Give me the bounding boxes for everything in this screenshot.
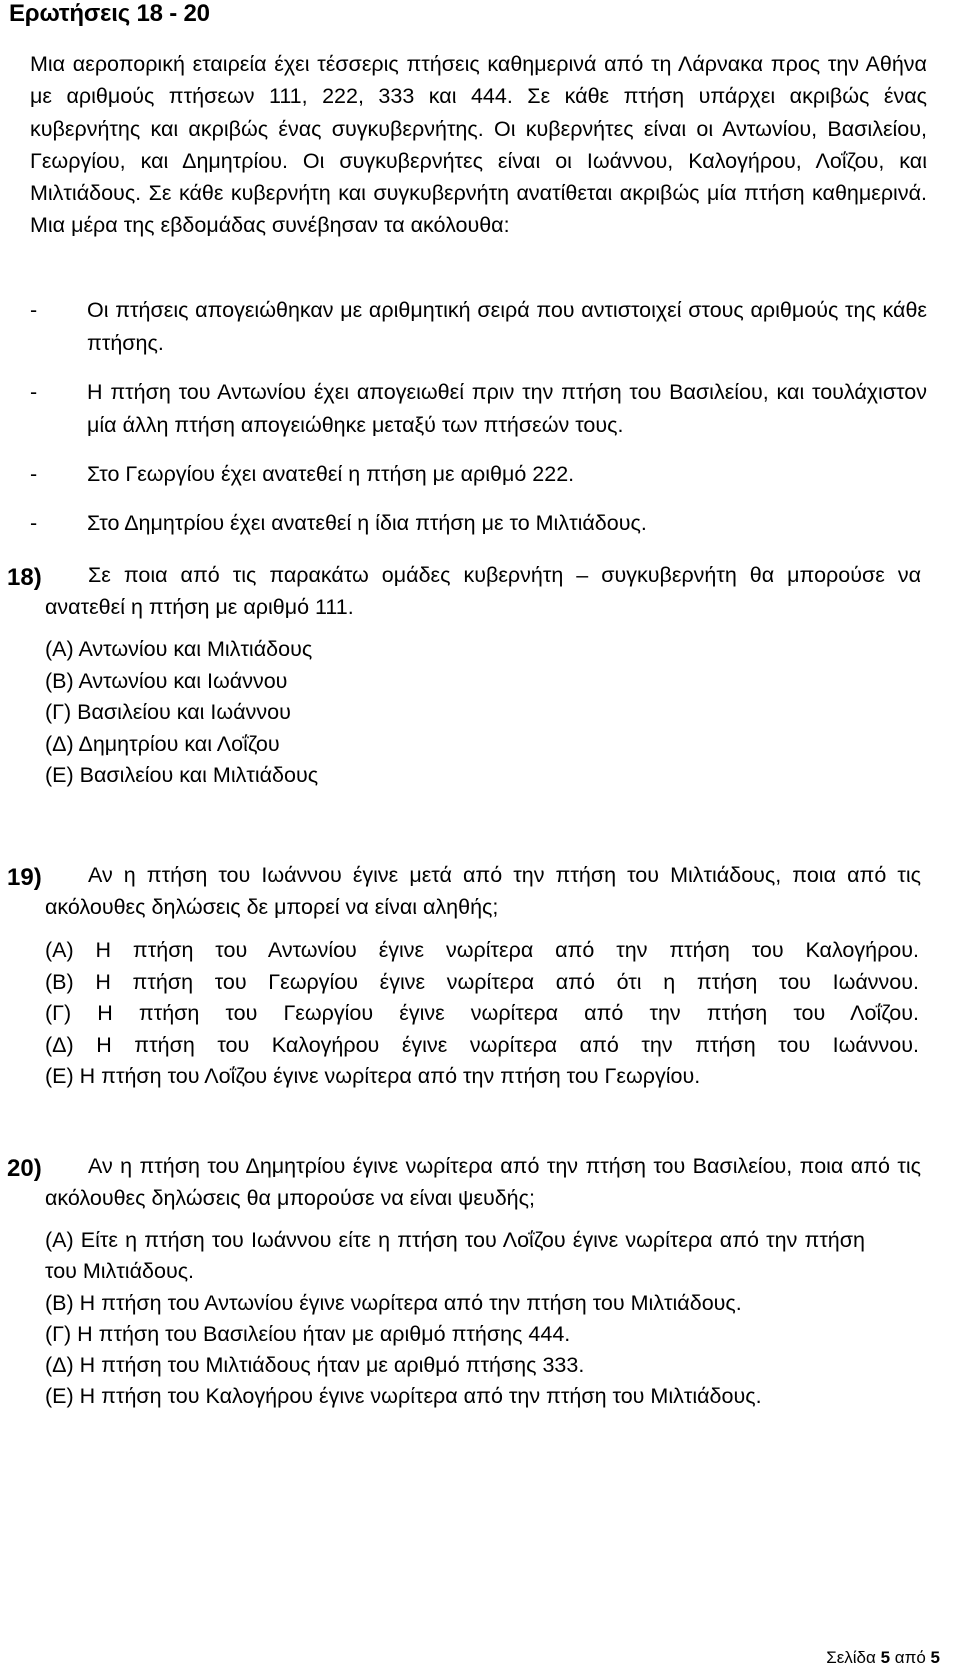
rule-text: Η πτήση του Αντωνίου έχει απογειωθεί πριν την πτήση του Βασιλείου, και τουλάχιστον μία άλλη πτήση απογειώθηκε μεταξύ των πτήσεών τους. [87, 380, 927, 437]
intro-paragraph: Μια αεροπορική εταιρεία έχει τέσσερις πτήσεις καθημερινά από τη Λάρνακα προς την Αθήνα με αριθμούς πτήσεων 111, 222, 333 και 444. Σε κάθε πτήση υπάρχει ακριβώς ένας κυβερνήτης και ακριβώς ένας συγκυβερνήτης. Οι κυβερνήτες είναι οι Αντωνίου, Βασιλείου, Γεωργίου, και Δημητρίου. Οι συγκυβερνήτες είναι οι Ιωάννου, Καλογήρου, Λοΐζου, και Μιλτιάδους. Σε κάθε κυβερνήτη και συγκυβερνήτη ανατίθεται ακριβώς μία πτήση καθημερινά. Μια μέρα της εβδομάδας συνέβησαν τα ακόλουθα: [30, 52, 927, 238]
answer-option: (Α) Αντωνίου και Μιλτιάδους [45, 637, 313, 661]
answer-option: (Ε) Βασιλείου και Μιλτιάδους [45, 763, 319, 787]
dash-bullet: - [30, 511, 38, 535]
answer-option: (Ε) Η πτήση του Καλογήρου έγινε νωρίτερα από την πτήση του Μιλτιάδους. [45, 1384, 762, 1409]
answer-option: (Γ) Η πτήση του Βασιλείου ήταν με αριθμό πτήσης 444. [45, 1321, 571, 1346]
footer-of-word: από [894, 1648, 926, 1667]
question-text-content: Αν η πτήση του Ιωάννου έγινε μετά από την πτήση του Μιλτιάδους, ποια από τις ακόλουθες δηλώσεις δε μπορεί να είναι αληθής; [45, 863, 921, 919]
rule-text: Στο Δημητρίου έχει ανατεθεί η ίδια πτήση με το Μιλτιάδους. [87, 511, 647, 535]
answer-options [45, 634, 919, 792]
answer-option: (Α) Η πτήση του Αντωνίου έγινε νωρίτερα από την πτήση του Καλογήρου. [45, 938, 919, 962]
answer-option: (Δ) Η πτήση του Μιλτιάδους ήταν με αριθμό πτήσης 333. [45, 1353, 585, 1378]
question-number: 18) [7, 564, 42, 591]
question-text-content: Σε ποια από τις παρακάτω ομάδες κυβερνήτη – συγκυβερνήτη θα μπορούσε να ανατεθεί η πτήση με αριθμό 111. [45, 563, 921, 619]
question-text-content: Αν η πτήση του Δημητρίου έγινε νωρίτερα από την πτήση του Βασιλείου, ποια από τις ακόλουθες δηλώσεις θα μπορούσε να είναι ψευδής; [45, 1154, 921, 1210]
question-number: 19) [7, 864, 42, 891]
question-text [45, 559, 921, 623]
dash-bullet: - [30, 298, 38, 322]
answer-options [45, 935, 919, 1093]
answer-option: (Δ) Δημητρίου και Λοΐζου [45, 731, 280, 756]
answer-option: (Δ) Η πτήση του Καλογήρου έγινε νωρίτερα από την πτήση του Ιωάννου. [45, 1032, 919, 1057]
answer-option: (Β) Η πτήση του Γεωργίου έγινε νωρίτερα από ότι η πτήση του Ιωάννου. [45, 969, 919, 994]
page-title: Ερωτήσεις 18 - 20 [9, 0, 210, 27]
answer-option: (Γ) Βασιλείου και Ιωάννου [45, 700, 291, 724]
answer-option: (Α) Είτε η πτήση του Ιωάννου είτε η πτήση του Λοΐζου έγινε νωρίτερα από την πτήση του Μιλτιάδους. [45, 1228, 865, 1284]
answer-option: (Ε) Η πτήση του Λοΐζου έγινε νωρίτερα από την πτήση του Γεωργίου. [45, 1064, 701, 1088]
footer-current-page: 5 [880, 1648, 891, 1667]
question-number: 20) [7, 1155, 42, 1182]
page-footer [826, 1648, 940, 1668]
rule-item [30, 507, 927, 540]
rule-item [30, 376, 927, 442]
dash-bullet: - [30, 462, 38, 486]
footer-total-pages: 5 [930, 1648, 940, 1667]
dash-bullet: - [30, 380, 38, 404]
answer-option: (Β) Η πτήση του Αντωνίου έγινε νωρίτερα από την πτήση του Μιλτιάδους. [45, 1290, 742, 1315]
footer-page-word: Σελίδα [826, 1648, 876, 1667]
rule-text: Στο Γεωργίου έχει ανατεθεί η πτήση με αριθμό 222. [87, 462, 575, 486]
rule-item [30, 458, 927, 491]
answer-option: (Γ) Η πτήση του Γεωργίου έγινε νωρίτερα από την πτήση του Λοΐζου. [45, 1001, 919, 1025]
question-text [45, 859, 921, 923]
answer-options [45, 1225, 865, 1413]
rule-item [30, 294, 927, 360]
rules-list [30, 294, 927, 556]
answer-option: (Β) Αντωνίου και Ιωάννου [45, 668, 288, 693]
question-text [45, 1150, 921, 1214]
rule-text: Οι πτήσεις απογειώθηκαν με αριθμητική σειρά που αντιστοιχεί στους αριθμούς της κάθε πτήσης. [87, 298, 927, 355]
